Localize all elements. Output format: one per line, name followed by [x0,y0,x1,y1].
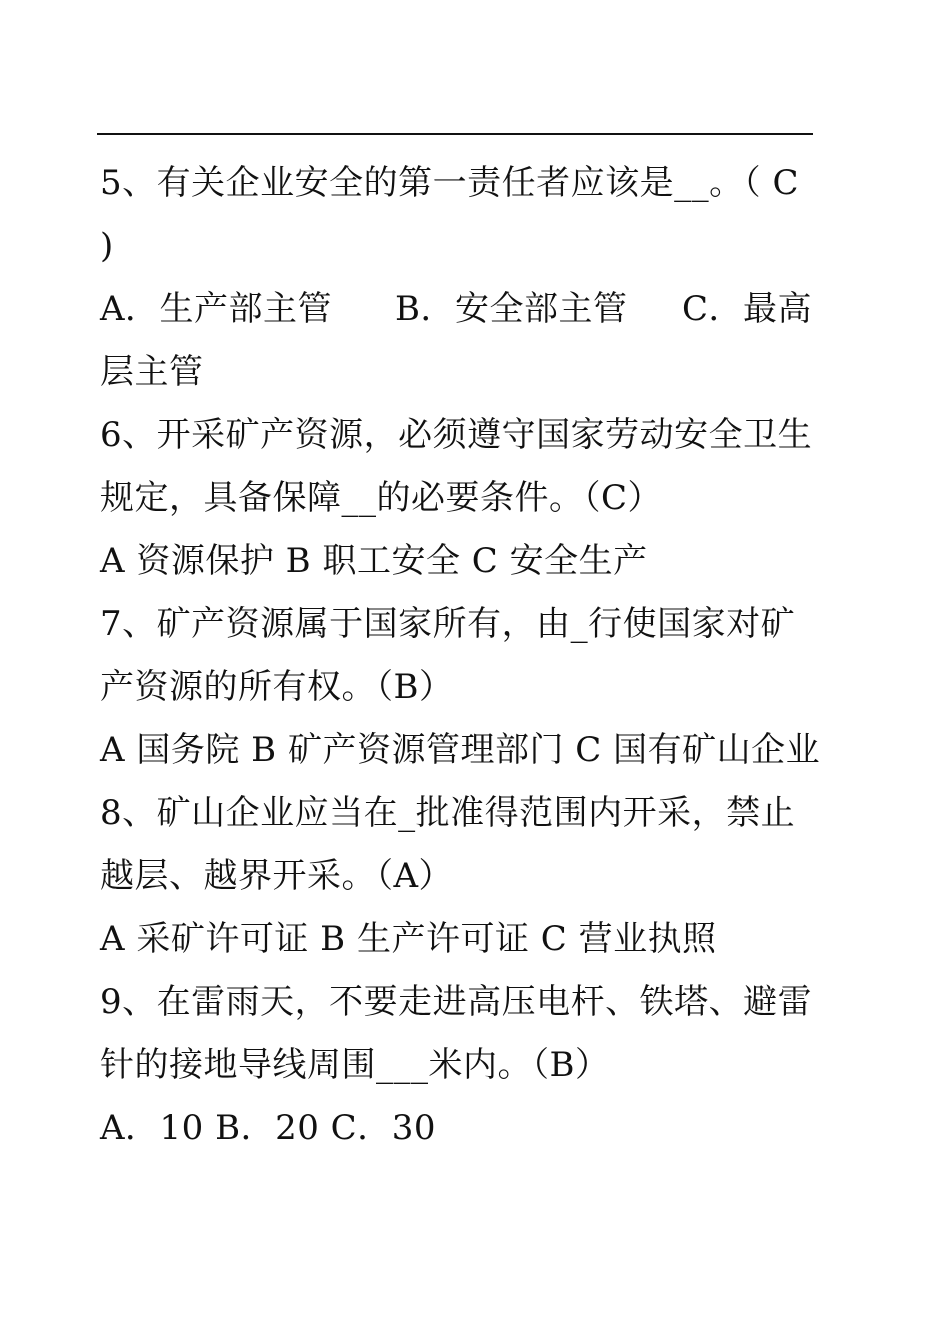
question-stem-line: 9、在雷雨天，不要走进高压电杆、铁塔、避雷 [100,982,813,1022]
option-a: A．生产部主管 [100,289,333,329]
question-stem-line: 8、矿山企业应当在_批准得范围内开采，禁止 [100,793,796,833]
question-stem-line: 5、有关企业安全的第一责任者应该是__。（ C [100,163,799,203]
option-b: B．安全部主管 [395,289,628,329]
question-options: A．10 B．20 C．30 [100,1108,436,1148]
question-stem-line: 针的接地导线周围___米内。（B） [100,1045,610,1085]
question-stem-line: 6、开采矿产资源，必须遵守国家劳动安全卫生 [100,415,813,455]
question-8 [100,782,816,971]
question-6 [100,404,816,593]
question-stem-line: 7、矿产资源属于国家所有，由_行使国家对矿 [100,604,796,644]
question-options: A 国务院 B 矿产资源管理部门 C 国有矿山企业 [100,730,821,770]
question-stem-line: 规定，具备保障__的必要条件。（C） [100,478,663,518]
question-options: A 资源保护 B 职工安全 C 安全生产 [100,541,648,581]
option-c: C．最高 [682,289,813,329]
question-options-continued: 层主管 [100,352,204,392]
question-stem-line: 产资源的所有权。（B） [100,667,454,707]
question-7 [100,593,821,782]
question-list [100,152,821,1160]
question-5 [100,152,816,404]
header-rule [97,133,813,135]
question-stem-line: 越层、越界开采。（A） [100,856,454,896]
question-options [100,278,816,341]
question-options: A 采矿许可证 B 生产许可证 C 营业执照 [100,919,717,959]
question-stem-line: ) [100,226,114,266]
question-9 [100,971,816,1160]
